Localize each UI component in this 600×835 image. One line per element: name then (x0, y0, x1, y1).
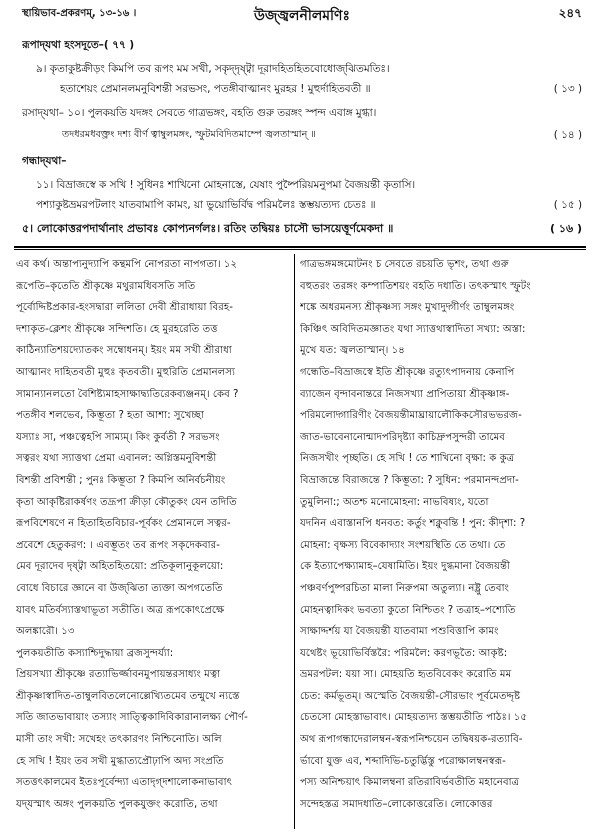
commentary-line: সত্বরং যথা স্যাত্তথা প্রেমা এবানল: অগ্নিস্তমনুবিশন্তী (16, 453, 217, 465)
commentary-line: তুমুলিনা:; অতশ্চ মনোমোহনা: নাভবিষ্যং, যতো (300, 496, 489, 508)
commentary-line: শঙ্কে অধরমনস্য শ্রীকৃষ্ণস্য সঙ্গং মুখাদুদ্গীর্ণং তাম্বুলমঙ্গং (300, 302, 515, 314)
verse-number-15: ( ১৫ ) (553, 199, 582, 211)
commentary-line: কিঞ্চিৎ অবিদিতমজ্ঞাতং যথা স্যাত্তথাস্বাদিতা সখ্যা: অস্তা: (300, 323, 526, 335)
column-divider (294, 254, 295, 829)
commentary-line: মুখে যত: জ্বলতাস্মান্। ১৪ (300, 345, 405, 357)
commentary-line: এব কর্থ। অন্তাপ্যনুদ্যাপি কন্থমপি নোপরতা নাপগতা। ১২ (16, 259, 238, 270)
verse-number-14: ( ১৪ ) (553, 129, 582, 141)
commentary-line: পূর্বোদ্দিষ্টপ্রকার-হংসদ্বারা ললিতা দেবী শ্রীরাধায়া বিরহ- (16, 302, 233, 314)
commentary-line: বিশন্তী প্রবিশন্তী ; পুনঃ কিম্ভূতা ? কিমপি অনির্বচনীয়ং (16, 474, 226, 486)
page-number: ২৪৭ (558, 6, 582, 20)
commentary-line: যদনিন এবাস্তানপি ধনবত: কর্তুং শক্নুবন্তি ! পুন: কীদৃশা: ? (300, 518, 526, 530)
commentary-line: রূপেতি–কৃতেতি শ্রীকৃষ্ণে মথুরামধিবসতি সতি (16, 280, 196, 292)
commentary-line: মেব দূরাদেব দৃষ্ট্বা অহিতহিতয়ো: প্রতিকূলানুকূলয়ো: (16, 561, 224, 573)
verse-9-line-2: হতাশেয়ং প্রেমানলমনুবিশন্তী সরভসং, পতঙ্গীবাত্মানং মুরহর ! মুহুর্দাহিতবতী ॥ (60, 83, 371, 95)
commentary-line: মোহনা: বৃক্ষস্য বিবেকাদ্যাং সংশয়স্থিতি তে তথা। তে (300, 539, 506, 551)
verse-10-line-1: রসাদ্‌যথা– ১০। পুলকয়তি যদঙ্গং সেবতে গাত্রভঙ্গং, বহতি গুরু তরঙ্গং স্পন্দ এবাঙ্গ মুগ্ধা। (22, 107, 377, 119)
commentary-line: বহুতরং তরঙ্গং কম্পাতিশয়ং বহতি দধাতি। তৎকস্মাৎ স্ফুটং (300, 280, 531, 292)
commentary-line: কে ইত্যাপেক্ষ্যামাহ–যেষামিতি। ইয়ং দুগ্ধমানা বৈজয়ন্তী (300, 561, 510, 573)
commentary-line: দশাকৃত-ক্লেশং শ্রীকৃষ্ণে সন্দিশতি। হে মুরহরেতি তত্ত (16, 323, 218, 335)
commentary-line: যদ্‌যস্মাৎ অঙ্গং পুলকয়তি পুলকযুক্তং করোতি, তথা (16, 798, 218, 810)
verse-10-line-2: তদধরমধবক্ত্রং দশ্য বীর্ণ ত্বাম্বুলমঙ্গং, স্ফুটমবিদিতমাম্পে জ্বলতাস্মান্ ॥ (62, 129, 316, 140)
commentary-line: প্রবেশে হেতুকরণ: । এবম্ভূতং তব রূপং সকৃদেকবার- (16, 539, 220, 551)
commentary-line: প্রিয়সখ্যা শ্রীকৃষ্ণে রত্যাভির্জ্জাবনমুপায়ন্তরসাধ্যং মত্বা (16, 669, 221, 681)
commentary-line: শ্রীকৃষ্ণাস্বাদিত-তাম্বুলবিতলেনোল্লেখ্যিতমেব তন্মুখে ন্যস্তে (16, 690, 240, 702)
commentary-line: পতঙ্গীব শলভেব, কিম্ভূতা ? হতা আশা: সুখেচ্ছা (16, 410, 205, 422)
commentary-line: যথেষ্টং ভূয়োভির্বিস্তরৈ: পরিমলৈ: করণভূতৈ: আকৃষ্ট: (300, 647, 508, 659)
running-header (22, 4, 582, 22)
commentary-left-column (16, 254, 296, 829)
section-divider-thin (14, 249, 586, 250)
verse-11-line-1: ১১। বিভ্রাজস্বে ক সখি ! সুধিনঃ শাখিনো মোহনাস্তে, যেষাং পুষ্পৈরিয়মনুপমা বৈজয়ন্তী কৃতাসি। (36, 179, 416, 191)
commentary-line: যাবৎ মতির্বস্যাস্তথাভূতা সতীতি। অত্র রূপকোৎপ্রেক্ষে (16, 604, 225, 616)
commentary-line: পুলকয়তীতি কস্যাশ্চিদুদ্ধায়া ব্রজসুন্দর্য্যা: (16, 647, 174, 659)
commentary-line: সন্দেহস্তত্র সমাদধাতি–লোকোত্তরেতি। লোকোত্তর (300, 798, 493, 810)
commentary-line: সাক্ষাদ্দর্শয় যা বৈজয়ন্তী যাতবামা পশুবিত্তাপি কামং (300, 626, 499, 638)
commentary-line: ভ্রমরপটল: যয়া সা। মোহয়তি হৃতবিবেকং করোতি মম (300, 669, 512, 681)
commentary-line: বোধে বিচারে জ্ঞানে বা উজ্‌ঝিতা ত্যক্তা অপগতেতি (16, 582, 223, 594)
commentary-line: মাসী তাং সখী: সখেহং তৎকারণং নিশ্চিনোতি। অলি (16, 734, 222, 746)
commentary-line: অলঙ্কারৌ। ১৩ (16, 626, 75, 638)
verse-number-16: ( ১৬ ) (549, 222, 582, 235)
commentary-line: গন্ধেতি–বিভ্রাজস্বে ইতি শ্রীকৃষ্ণে রত্যুৎপাদনায় কেনাপি (300, 366, 515, 378)
book-title: উজ্জ্বলনীলমণিঃ (254, 8, 350, 24)
commentary-line: সতত্তৎকালমেব ইতঃপূর্বেন্দ্যা এতাদৃগ্‌দশালোকনাভাবাৎ (16, 777, 232, 789)
verse-11-line-2: পশ্যাকুষ্টভ্রমরপটলাং যাতবামাপি কামং, য়া ভুয়োভির্বিদ্ব পরিমলৈঃ স্তম্ভয়ত্যদ্য চেতঃ ॥ (36, 199, 376, 211)
commentary-line: বিভ্রাজন্তে বিরাজন্তে ? কিম্ভূতা: ? সুধিন: পরমানন্দপ্রদা- (300, 474, 519, 486)
commentary-line: ব্যাজেন বৃন্দাবনান্তরে নিজসখ্যা প্রাপিতায়া শ্রীকৃষ্ণাঙ্গ- (300, 388, 510, 400)
commentary-line: কাঠিন্যাতিশয়দ্যোতকং সম্বোধনম্। ইয়ং মম সখী শ্রীরাধা (16, 345, 232, 357)
commentary-line: গাত্রভঙ্গমঙ্গমোটনং চ সেবতে রচয়তি ভৃশং, তথা গুরু (300, 259, 509, 270)
verse-heading-gandha: গন্ধাদ্‌যথা– (22, 155, 67, 167)
commentary-line: জাত-ভাবেনানোন্মাদপরিদৃষ্ট্যা কাচিদ্রুপসুন্দরী তামেব (300, 431, 505, 443)
commentary-line: আত্মানং দাহিতবতী মুহুঃ কৃতবতী। মুহুরিতি প্রেমানলস্য (16, 366, 235, 378)
commentary-line: চেত: কর্মভূতম্। অস্মেতি বৈজয়ন্তী-সৌরভাং পূর্বমেতদ্দৃষ্ট (300, 690, 521, 702)
commentary-line: মোহনত্বাদিকং ভবত্যা কুতো নিশ্চিতং ? তত্রাহ–পশ্যেতি (300, 604, 516, 616)
verse-heading-rupa: রূপাদ্‌যথা হংসদূতে–( ৭৭ ) (22, 39, 135, 51)
commentary-line: পস্য অনিশ্চয়াৎ কিমালম্বনা রতিরাবির্ভবতীতি মহানেবাত্র (300, 777, 520, 789)
commentary-line: হে সখি ! ইয়ং তব সখী মুগ্ধাত্যপ্রৌঢ়াপি অদ্য সংপ্রতি (16, 755, 224, 767)
commentary-line: সামান্যানলতো বৈশিষ্ট্যমাহসাক্ষাদ্ব্যতিরেকব্যঞ্জনম্। কেব ? (16, 388, 239, 400)
commentary-line: পরিমলোদ্গারিণীং বৈজয়ন্তীমাঘ্রায়ালৌকিকসৌরভভরজ- (300, 410, 522, 422)
commentary-right-column (300, 254, 588, 829)
verse-5-text: ৫। লোকোত্তরপদার্থানাং প্রভাবঃ কোপ্যনর্গলঃ। রতিং তদ্বিয়ঃ চাসৌ ভাসয়েত্তূর্ণমেকদা ॥ (22, 222, 394, 235)
chapter-reference: স্থায়িভাব-প্রকরণম্‌, ১৩-১৬ । (22, 8, 137, 19)
commentary-line: চেতসো মোহস্তাভাবাৎ। মোহয়ত্যদ্য স্তম্ভয়তীতি পাঠঃ। ১৫ (300, 712, 527, 724)
commentary-line: সতি জাতভাবায়াং তস্যাং সাত্ত্বিকাদিবিকারানালক্ষ্য পৌর্ণ- (16, 712, 248, 724)
verse-number-13: ( ১৩ ) (553, 83, 582, 95)
verse-block (22, 28, 582, 268)
commentary-line: রূপবিশেষণে ন হিতাহিতবিচার-পূর্বকং প্রেমানলে সত্বর- (16, 518, 231, 530)
commentary-line: যস্যাঃ সা, পঞ্চত্বেহপি সাম্যম্। কিং কুর্বতী ? সরভসং (16, 431, 220, 443)
section-divider (14, 246, 586, 248)
verse-9-line-1: ৯। কৃতাকুষ্টক্রীড়ং কিমপি তব রূপং মম সখী, সকৃদ্‌দৃষ্ট্বা দূরাদহিতহিতবোধোজ্‌ঝিতমতিঃ। (36, 63, 390, 75)
commentary-line: পঞ্চবর্ণপুষ্পরচিতা মালা নিরুপমা অতুল্যা। নষ্ট্রু তেবাং (300, 582, 509, 594)
commentary-line: কৃতা আকৃষ্টিরাকর্ষণং তদ্রূপা ক্রীড়া কৌতুকং যেন তদিতি (16, 496, 237, 508)
commentary-line: নিজসখীং পৃচ্ছতি। হে সখি ! তে শাখিনো বৃক্ষা: ক কুত্র (300, 453, 515, 465)
commentary-line: র্ভাবো যুক্ত এব, শব্দাদিভি-চতুর্দ্ভিস্তু পরোক্ষালম্বনস্বরূ- (300, 755, 506, 767)
commentary-line: অথ রূপাগন্ধাদেরালম্বন-স্বরূপনিশ্চয়েন তদ্বিষয়ক-রত্যাবি- (300, 734, 523, 746)
